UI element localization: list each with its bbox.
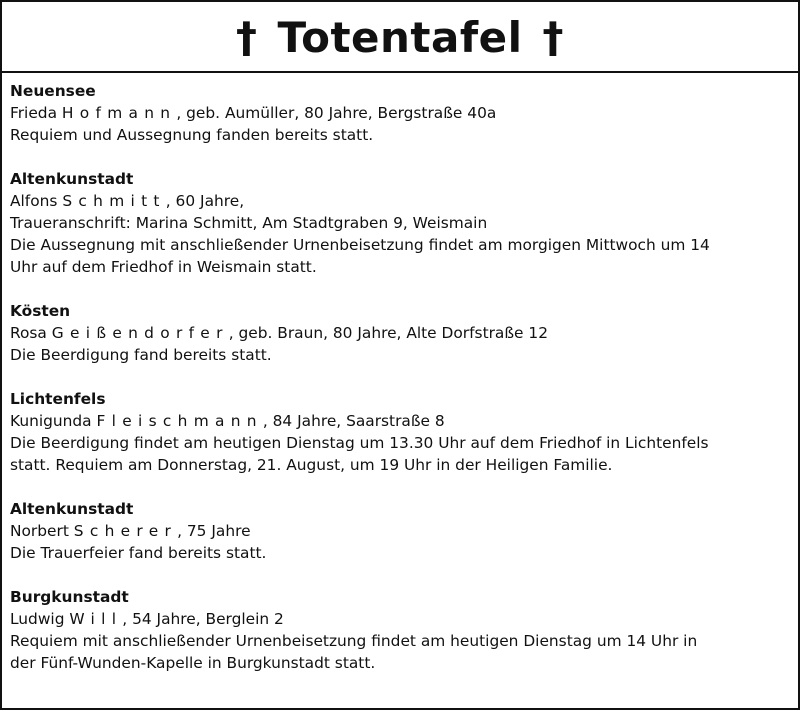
notice-text-line: Die Trauerfeier fand bereits statt. <box>10 544 267 562</box>
surname: Scherer <box>73 522 178 540</box>
place-name: Neuensee <box>10 82 96 100</box>
place-name: Altenkunstadt <box>10 170 134 188</box>
surname: Schmitt <box>62 192 166 210</box>
person-details: , 60 Jahre, <box>165 192 245 210</box>
place-name: Kösten <box>10 302 71 320</box>
surname: Fleischmann <box>96 412 263 430</box>
given-name: Kunigunda <box>10 412 92 430</box>
obituary-entry <box>10 80 790 146</box>
given-name: Rosa <box>10 324 47 342</box>
notice-text-line: statt. Requiem am Donnerstag, 21. August, um 19 Uhr in der Heiligen Familie. <box>10 456 613 474</box>
notice-text-line: Die Aussegnung mit anschließender Urnenbeisetzung findet am morgigen Mittwoch um 14 <box>10 236 710 254</box>
given-name: Alfons <box>10 192 58 210</box>
surname: Hofmann <box>61 104 177 122</box>
surname: Geißendorfer <box>51 324 229 342</box>
notice-text-line: Die Beerdigung findet am heutigen Dienstag um 13.30 Uhr auf dem Friedhof in Lichtenfels <box>10 434 709 452</box>
place-name: Altenkunstadt <box>10 500 134 518</box>
obituary-entry <box>10 168 790 278</box>
person-details: , 84 Jahre, Saarstraße 8 <box>262 412 445 430</box>
notice-text-line: Traueranschrift: Marina Schmitt, Am Stadtgraben 9, Weismain <box>10 214 488 232</box>
obituary-entry <box>10 300 790 366</box>
cross-right-icon: † <box>542 13 564 62</box>
person-line <box>10 102 790 124</box>
place-name: Burgkunstadt <box>10 588 129 606</box>
person-details: , 54 Jahre, Berglein 2 <box>122 610 284 628</box>
obituary-list <box>10 80 790 674</box>
person-details: , geb. Braun, 80 Jahre, Alte Dorfstraße 12 <box>228 324 548 342</box>
obituary-entry <box>10 498 790 564</box>
notice-text-line: der Fünf-Wunden-Kapelle in Burgkunstadt statt. <box>10 654 376 672</box>
person-line <box>10 410 790 432</box>
title-text: Totentafel <box>277 13 523 62</box>
person-details: , geb. Aumüller, 80 Jahre, Bergstraße 40a <box>176 104 497 122</box>
notice-text-line: Die Beerdigung fand bereits statt. <box>10 346 272 364</box>
given-name: Ludwig <box>10 610 65 628</box>
obituary-entry <box>10 388 790 476</box>
person-line <box>10 190 790 212</box>
title-divider <box>2 71 798 73</box>
cross-left-icon: † <box>236 13 258 62</box>
page-title <box>0 8 800 68</box>
person-line <box>10 520 790 542</box>
person-line <box>10 608 790 630</box>
person-details: , 75 Jahre <box>177 522 251 540</box>
place-name: Lichtenfels <box>10 390 106 408</box>
notice-text-line: Requiem mit anschließender Urnenbeisetzung findet am heutigen Dienstag um 14 Uhr in <box>10 632 698 650</box>
notice-text-line: Uhr auf dem Friedhof in Weismain statt. <box>10 258 317 276</box>
notice-text-line: Requiem und Aussegnung fanden bereits statt. <box>10 126 374 144</box>
surname: Will <box>69 610 123 628</box>
obituary-entry <box>10 586 790 674</box>
given-name: Norbert <box>10 522 69 540</box>
given-name: Frieda <box>10 104 58 122</box>
person-line <box>10 322 790 344</box>
